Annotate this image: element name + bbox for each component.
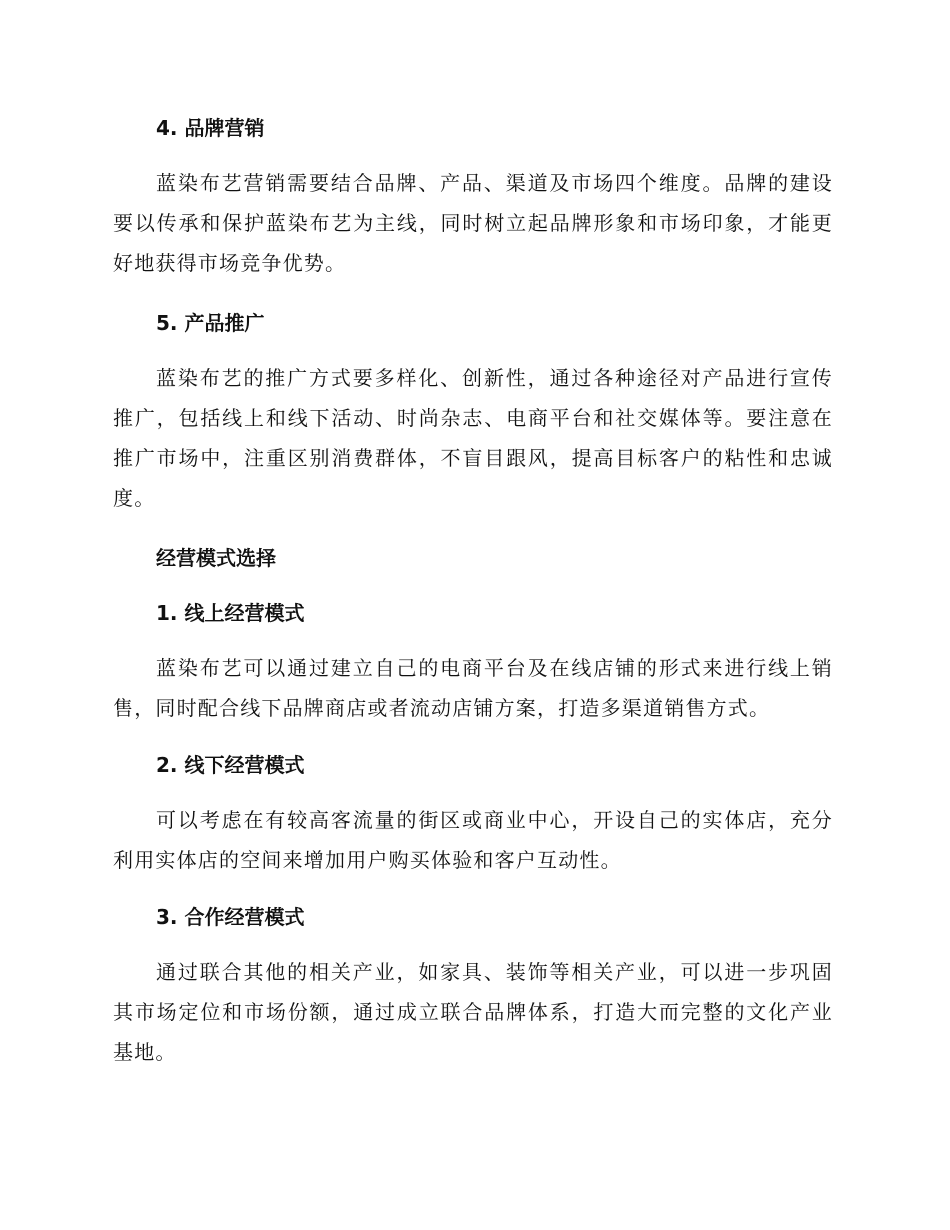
section-heading-business-model: 经营模式选择	[156, 546, 276, 570]
section-paragraph-brand-marketing: 蓝染布艺营销需要结合品牌、产品、渠道及市场四个维度。品牌的建设要以传承和保护蓝染布艺为主线，同时树立起品牌形象和市场印象，才能更好地获得市场竞争优势。	[113, 171, 833, 275]
section-paragraph-product-promotion: 蓝染布艺的推广方式要多样化、创新性，通过各种途径对产品进行宣传推广，包括线上和线下活动、时尚杂志、电商平台和社交媒体等。要注意在推广市场中，注重区别消费群体，不盲目跟风，提高目标客户的粘性和忠诚度。	[113, 366, 833, 510]
section-heading-cooperative-model: 3. 合作经营模式	[156, 905, 305, 929]
section-paragraph-offline-model: 可以考虑在有较高客流量的街区或商业中心，开设自己的实体店，充分利用实体店的空间来增加用户购买体验和客户互动性。	[113, 808, 833, 872]
section-heading-product-promotion: 5. 产品推广	[156, 311, 265, 335]
section-heading-offline-model: 2. 线下经营模式	[156, 753, 305, 777]
section-heading-brand-marketing: 4. 品牌营销	[156, 116, 265, 140]
section-heading-online-model: 1. 线上经营模式	[156, 601, 305, 625]
section-paragraph-cooperative-model: 通过联合其他的相关产业，如家具、装饰等相关产业，可以进一步巩固其市场定位和市场份额，通过成立联合品牌体系，打造大而完整的文化产业基地。	[113, 960, 833, 1064]
section-paragraph-online-model: 蓝染布艺可以通过建立自己的电商平台及在线店铺的形式来进行线上销售，同时配合线下品牌商店或者流动店铺方案，打造多渠道销售方式。	[113, 656, 833, 720]
